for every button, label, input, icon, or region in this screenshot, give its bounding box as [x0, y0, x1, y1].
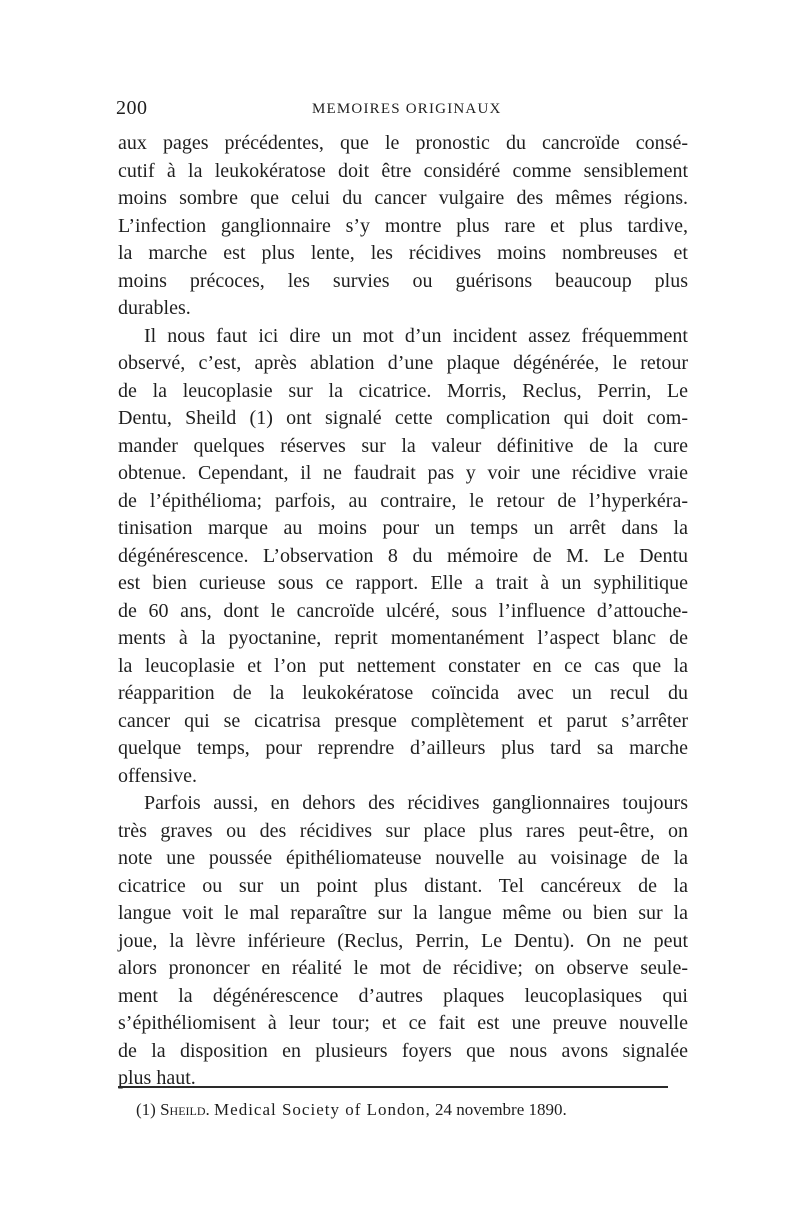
text-line: Il nous faut ici dire un mot d’un incident assez fréquemment: [144, 324, 688, 347]
text-line: est bien curieuse sous ce rapport. Elle a trait à un syphilitique: [118, 572, 688, 594]
body-text: [118, 130, 688, 1093]
text-line: de la leucoplasie sur la cicatrice. Morris, Reclus, Perrin, Le: [118, 379, 688, 402]
paragraph-2: [118, 323, 688, 791]
footnote-divider: [118, 1086, 668, 1088]
text-line: de l’épithélioma; parfois, au contraire, le retour de l’hyperkéra-: [118, 489, 688, 512]
text-line: réapparition de la leukokératose coïncida avec un recul du: [118, 682, 688, 704]
text-line: ment la dégénérescence d’autres plaques leucoplasiques qui: [118, 984, 688, 1007]
running-title: MEMOIRES ORIGINAUX: [312, 101, 502, 117]
text-line: L’infection ganglionnaire s’y montre plus rare et plus tardive,: [118, 214, 688, 237]
paragraph-1: [118, 130, 688, 323]
text-line: Dentu, Sheild (1) ont signalé cette complication qui doit com-: [118, 407, 688, 429]
text-line: moins précoces, les survies ou guérisons beaucoup plus: [118, 269, 688, 292]
footnote-date: 24 novembre 1890.: [435, 1100, 567, 1119]
text-line: note une poussée épithéliomateuse nouvelle au voisinage de la: [118, 847, 688, 869]
text-line: moins sombre que celui du cancer vulgaire des mêmes régions.: [118, 187, 688, 209]
text-line: tinisation marque au moins pour un temps un arrêt dans la: [118, 517, 688, 539]
text-line: observé, c’est, après ablation d’une plaque dégénérée, le retour: [118, 352, 688, 374]
text-line: de 60 ans, dont le cancroïde ulcéré, sous l’influence d’attouche-: [118, 599, 688, 622]
footnote: [136, 1100, 567, 1120]
text-line: joue, la lèvre inférieure (Reclus, Perrin, Le Dentu). On ne peut: [118, 929, 688, 952]
text-line: cancer qui se cicatrisa presque complètement et parut s’arrêter: [118, 709, 688, 732]
text-line: alors prononcer en réalité le mot de récidive; on observe seule-: [118, 957, 688, 979]
page-number: 200: [116, 97, 148, 119]
footnote-marker: (1): [136, 1100, 156, 1119]
text-line: très graves ou des récidives sur place plus rares peut-être, on: [118, 819, 688, 842]
text-line: quelque temps, pour reprendre d’ailleurs plus tard sa marche: [118, 737, 688, 759]
text-line: s’épithéliomisent à leur tour; et ce fait est une preuve nouvelle: [118, 1012, 688, 1034]
text-line: cicatrice ou sur un point plus distant. Tel cancéreux de la: [118, 874, 688, 897]
text-line: la marche est plus lente, les récidives moins nombreuses et: [118, 242, 688, 264]
text-line: langue voit le mal reparaître sur la langue même ou bien sur la: [118, 902, 688, 924]
text-line: ments à la pyoctanine, reprit momentanément l’aspect blanc de: [118, 627, 688, 649]
text-line: Parfois aussi, en dehors des récidives ganglionnaires toujours: [144, 792, 688, 814]
text-line: la leucoplasie et l’on put nettement constater en ce cas que la: [118, 654, 688, 677]
text-line: cutif à la leukokératose doit être considéré comme sensiblement: [118, 159, 688, 182]
running-head: [116, 97, 686, 125]
text-line: dégénérescence. L’observation 8 du mémoire de M. Le Dentu: [118, 544, 688, 567]
footnote-author: Sheild.: [160, 1100, 210, 1119]
text-line: mander quelques réserves sur la valeur définitive de la cure: [118, 434, 688, 457]
footnote-source: Medical Society of London,: [214, 1100, 431, 1119]
text-line: obtenue. Cependant, il ne faudrait pas y voir une récidive vraie: [118, 462, 688, 484]
paragraph-3: [118, 790, 688, 1093]
text-line: plus haut.: [118, 1067, 196, 1089]
text-line: aux pages précédentes, que le pronostic du cancroïde consé-: [118, 132, 688, 154]
text-line: offensive.: [118, 764, 198, 787]
text-line: durables.: [118, 297, 191, 319]
text-line: de la disposition en plusieurs foyers que nous avons signalée: [118, 1039, 688, 1062]
